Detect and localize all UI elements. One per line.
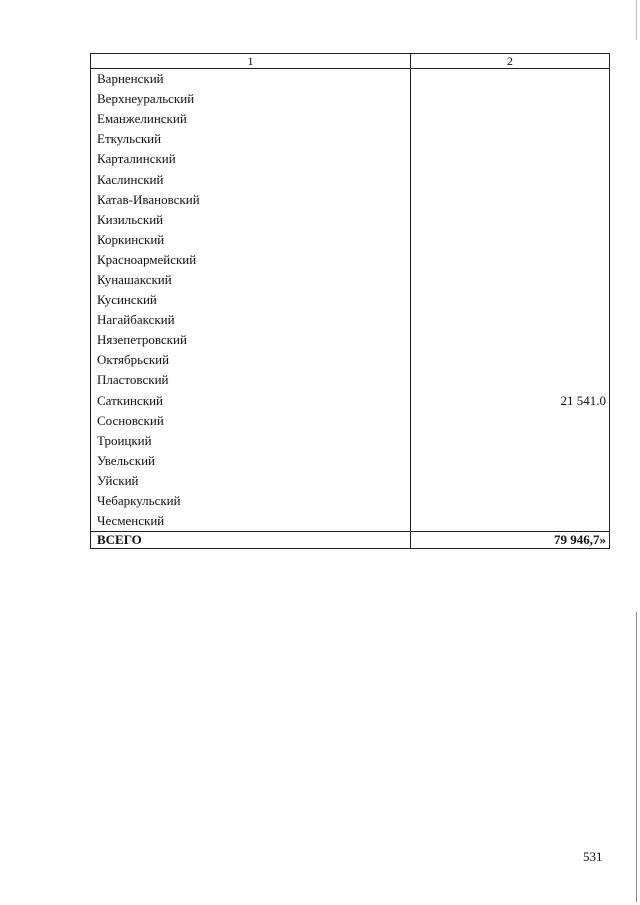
page-number: 531 (583, 849, 603, 864)
column-header-1: 1 (91, 54, 411, 69)
district-value (411, 190, 610, 210)
district-value (411, 411, 610, 431)
table-row (91, 109, 610, 129)
district-name: Чесменский (91, 511, 411, 532)
district-name: Троицкий (91, 431, 411, 451)
district-value (411, 310, 610, 330)
table-row (91, 69, 610, 90)
table-row (91, 270, 610, 290)
table-row (91, 411, 610, 431)
table-row (91, 290, 610, 310)
table-row (91, 370, 610, 390)
district-name: Еманжелинский (91, 109, 411, 129)
district-name: Катав-Ивановский (91, 190, 411, 210)
district-name: Кунашакский (91, 270, 411, 290)
table-row (91, 431, 610, 451)
table-row (91, 230, 610, 250)
district-name: Коркинский (91, 230, 411, 250)
table-row (91, 471, 610, 491)
district-name: Еткульский (91, 129, 411, 149)
district-name: Красноармейский (91, 250, 411, 270)
district-name: Каслинский (91, 169, 411, 189)
district-value (411, 149, 610, 169)
district-name: Сосновский (91, 411, 411, 431)
district-name: Нагайбакский (91, 310, 411, 330)
district-name: Уйский (91, 471, 411, 491)
district-value (411, 270, 610, 290)
table-row (91, 451, 610, 471)
districts-table (90, 53, 610, 549)
district-name: Карталинский (91, 149, 411, 169)
table-header-row (91, 54, 610, 69)
district-value: 21 541.0 (411, 391, 610, 411)
district-name: Нязепетровский (91, 330, 411, 350)
district-name: Увельский (91, 451, 411, 471)
district-value (411, 69, 610, 90)
column-header-2: 2 (411, 54, 610, 69)
table-row (91, 169, 610, 189)
district-value (411, 370, 610, 390)
table-row (91, 330, 610, 350)
district-name: Саткинский (91, 391, 411, 411)
district-value (411, 330, 610, 350)
district-name: Верхнеуральский (91, 89, 411, 109)
district-value (411, 129, 610, 149)
district-value (411, 491, 610, 511)
scan-edge-line (636, 612, 637, 902)
table-row (91, 350, 610, 370)
district-value (411, 290, 610, 310)
district-name: Чебаркульский (91, 491, 411, 511)
table-row (91, 511, 610, 532)
district-value (411, 350, 610, 370)
district-name: Кизильский (91, 210, 411, 230)
scan-edge-line (636, 0, 637, 40)
table-row (91, 89, 610, 109)
district-value (411, 451, 610, 471)
table-row (91, 129, 610, 149)
district-value (411, 431, 610, 451)
district-name: Кусинский (91, 290, 411, 310)
total-row (91, 532, 610, 549)
table-row (91, 491, 610, 511)
total-value: 79 946,7» (411, 532, 610, 549)
table-row (91, 149, 610, 169)
table-row (91, 310, 610, 330)
district-value (411, 89, 610, 109)
table-row (91, 210, 610, 230)
district-value (411, 109, 610, 129)
district-name: Пластовский (91, 370, 411, 390)
district-value (411, 250, 610, 270)
table-row (91, 250, 610, 270)
table-row (91, 391, 610, 411)
district-value (411, 210, 610, 230)
table-row (91, 190, 610, 210)
district-value (411, 169, 610, 189)
district-name: Варненский (91, 69, 411, 90)
total-label: ВСЕГО (91, 532, 411, 549)
district-value (411, 230, 610, 250)
district-value (411, 471, 610, 491)
district-value (411, 511, 610, 532)
district-name: Октябрьский (91, 350, 411, 370)
